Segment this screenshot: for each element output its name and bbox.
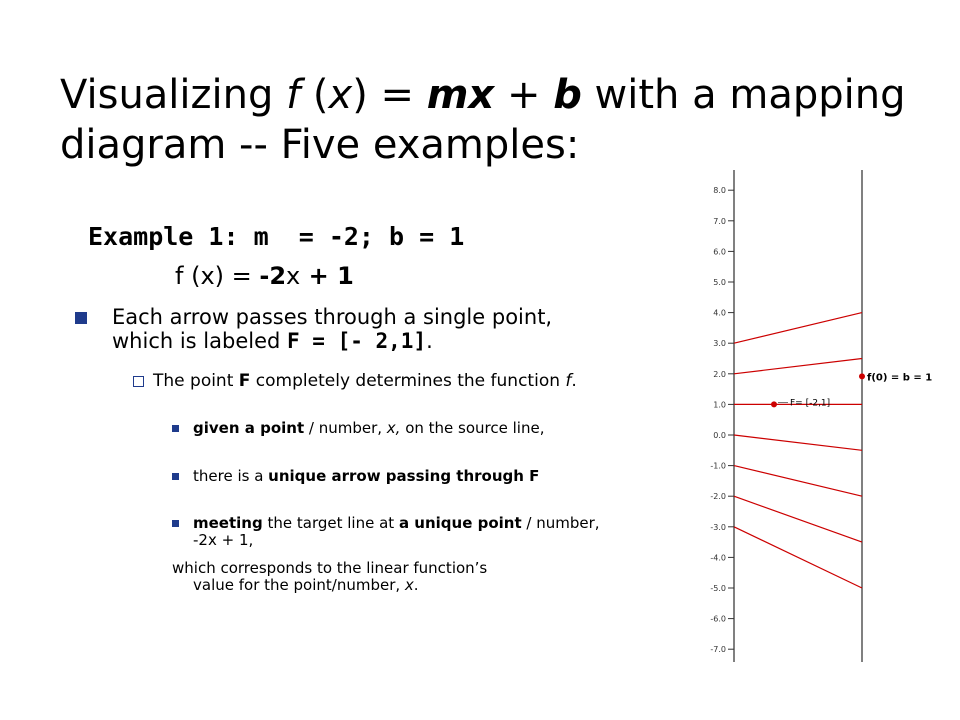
tick-label: -7.0	[710, 645, 726, 655]
explanation-note: which corresponds to the linear function’s value for the point/number, x.	[172, 559, 488, 594]
tick-label: 7.0	[713, 216, 726, 226]
tick-label: 2.0	[713, 369, 726, 379]
tick-label: -3.0	[710, 522, 726, 532]
bullet-level2	[133, 372, 613, 391]
tick-label: -4.0	[710, 553, 726, 563]
mapping-arrow	[734, 466, 862, 497]
tick-label: 5.0	[713, 278, 726, 287]
focus-label: F= [-2,1]	[790, 398, 831, 409]
slide-title: Visualizing f (x) = mx + b with a mapping diagram -- Five examples:	[60, 72, 906, 168]
bullet-text: The point F completely determines the function f.	[153, 371, 577, 391]
tick-label: 6.0	[713, 247, 726, 257]
bullet-level3-item	[172, 468, 612, 485]
function-formula: f (x) = -2x + 1	[175, 262, 354, 290]
bullet-level3-item	[172, 515, 612, 549]
mapping-arrow	[734, 435, 862, 450]
bullet-level3-item	[172, 420, 612, 437]
mapping-arrow	[734, 496, 862, 542]
square-bullet-icon	[172, 425, 179, 432]
mapping-arrow	[734, 527, 862, 588]
tick-label: 0.0	[713, 431, 726, 440]
bullet-text: there is a unique arrow passing through F	[193, 467, 540, 485]
bullet-level1	[75, 305, 605, 353]
bullet-text: meeting the target line at a unique point / number, -2x + 1,	[193, 514, 600, 549]
tick-label: -1.0	[710, 461, 726, 471]
focus-point	[771, 401, 777, 407]
tick-label: 3.0	[713, 339, 726, 349]
bullet-text: given a point / number, x, on the source line,	[193, 419, 545, 437]
hollow-square-bullet-icon	[133, 376, 144, 387]
tick-label: 8.0	[713, 186, 726, 196]
f0-point	[859, 373, 865, 379]
example-heading: Example 1: m = -2; b = 1	[88, 222, 465, 251]
tick-label: -5.0	[710, 584, 726, 593]
tick-label: 4.0	[713, 308, 726, 318]
mapping-arrow	[734, 313, 862, 344]
square-bullet-icon	[172, 473, 179, 480]
tick-label: -2.0	[710, 492, 726, 502]
tick-label: 1.0	[713, 400, 726, 410]
square-bullet-icon	[75, 312, 87, 324]
square-bullet-icon	[172, 520, 179, 527]
f0-label: f(0) = b = 1	[867, 372, 933, 384]
mapping-arrow	[734, 359, 862, 374]
tick-label: -6.0	[710, 614, 726, 624]
bullet-text: Each arrow passes through a single point, which is labeled F = [- 2,1].	[112, 305, 553, 353]
mapping-diagram	[676, 162, 938, 666]
